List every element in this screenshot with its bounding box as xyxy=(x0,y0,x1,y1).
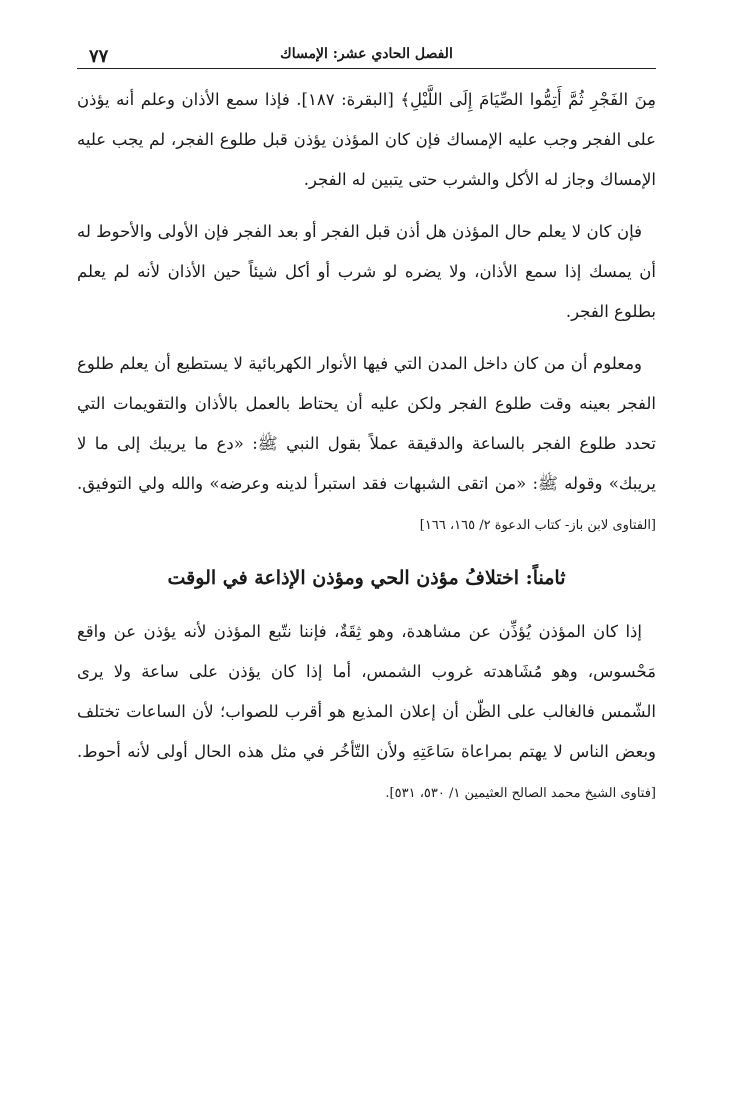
page-number: ٧٧ xyxy=(89,46,109,67)
paragraph-city-lights-text: ومعلوم أن من كان داخل المدن التي فيها الأنوار الكهربائية لا يستطيع أن يعلم طلوع الفجر بعينه وقت طلوع الفجر ولكن عليه أن يحتاط بالعمل بالأذان والتقويمات التي تحدد طلوع الفجر بالساعة والدقيقة عملاً بقول النبي ﷺ: «دع ما يريبك إلى ما لا يريبك» وقوله ﷺ: «من اتقى الشبهات فقد استبرأ لدينه وعرضه» والله ولي التوفيق. xyxy=(77,354,656,493)
citation-ibn-baz: [الفتاوى لابن باز- كتاب الدعوة ٢/ ١٦٥، ١٦٦] xyxy=(419,518,656,533)
paragraph-city-lights xyxy=(77,344,656,546)
paragraph-local-vs-radio-text: إذا كان المؤذن يُؤذِّن عن مشاهدة، وهو ثِقَةٌ، فإننا نتّبع المؤذن لأنه يؤذن عن واقع مَحْسوس، وهو مُشَاهدته غروب الشمس، أما إذا كان يؤذن على ساعة ولا يرى الشّمس فالغالب على الظّن أن إعلان المذيع هو أقرب للصواب؛ لأن الساعات تختلف وبعض الناس لا يهتم بمراعاة سَاعَتِهِ ولأن التّأخُر في مثل هذه الحال أولى لأنه أحوط. xyxy=(77,622,656,761)
running-title: الفصل الحادي عشر: الإمساك xyxy=(280,46,453,62)
section-heading: ثامناً: اختلافُ مؤذن الحي ومؤذن الإذاعة في الوقت xyxy=(167,567,566,589)
page-body xyxy=(77,80,656,826)
paragraph-local-vs-radio xyxy=(77,612,656,814)
citation-uthaymeen: [فتاوى الشيخ محمد الصالح العثيمين ١/ ٥٣٠، ٥٣١]. xyxy=(385,786,656,801)
paragraph-uncertain-adhan: فإن كان لا يعلم حال المؤذن هل أذن قبل الفجر أو بعد الفجر فإن الأولى والأحوط له أن يمسك إذا سمع الأذان، ولا يضره لو شرب أو أكل شيئاً حين الأذان لأنه لم يعلم بطلوع الفجر. xyxy=(77,222,656,321)
paragraph-fasting-verse: مِنَ الفَجْرِ ثُمَّ أَتِمُّوا الصِّيَامَ إِلَى اللَّيْلِ﴾ [البقرة: ١٨٧]. فإذا سمع الأذان وعلم أنه يؤذن على الفجر وجب عليه الإمساك فإن كان المؤذن يؤذن قبل طلوع الفجر، لم يجب عليه الإمساك وجاز له الأكل والشرب حتى يتبين له الفجر. xyxy=(77,90,656,189)
page-header xyxy=(77,38,656,68)
header-rule xyxy=(77,68,656,69)
